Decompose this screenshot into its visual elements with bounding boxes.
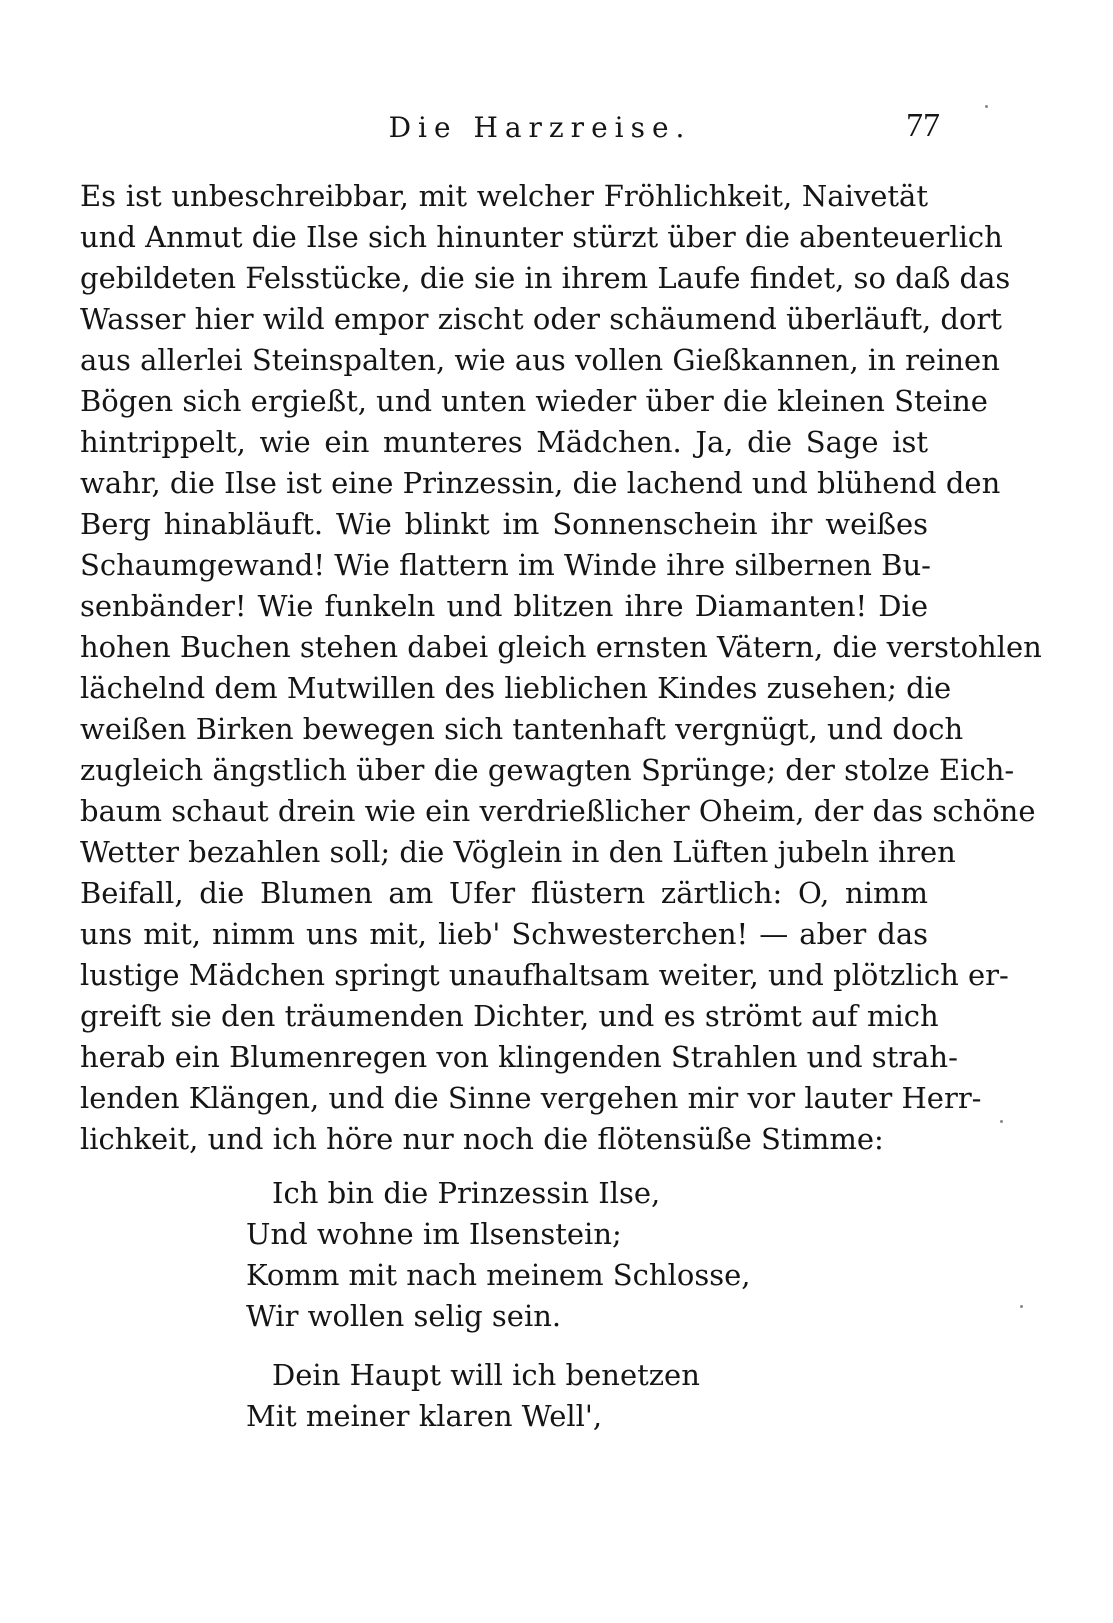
text-line: Schaumgewand! Wie flattern im Winde ihre silbernen Bu- (80, 548, 931, 582)
text-line: senbänder! Wie funkeln und blitzen ihre Diamanten! Die (80, 589, 928, 623)
text-line: greift sie den träumenden Dichter, und es strömt auf mich (80, 999, 939, 1033)
text-line: aus allerlei Steinspalten, wie aus vollen Gießkannen, in reinen (80, 343, 1000, 377)
prose-paragraph (80, 176, 1042, 1160)
text-line: Beifall, die Blumen am Ufer flüstern zärtlich: O, nimm (80, 876, 928, 910)
poem-verse: Dein Haupt will ich benetzen (272, 1358, 700, 1392)
text-line: Wetter bezahlen soll; die Vöglein in den Lüften jubeln ihren (80, 835, 956, 869)
text-line: Bögen sich ergießt, und unten wieder über die kleinen Steine (80, 384, 988, 418)
poem (246, 1173, 766, 1455)
text-line: hohen Buchen stehen dabei gleich ernsten Vätern, die verstohlen (80, 630, 1042, 664)
text-line: zugleich ängstlich über die gewagten Sprünge; der stolze Eich- (80, 753, 1015, 787)
running-head (90, 107, 940, 155)
text-line: lichkeit, und ich höre nur noch die flötensüße Stimme: (80, 1122, 884, 1156)
poem-verse: Wir wollen selig sein. (246, 1299, 562, 1333)
poem-verse: Komm mit nach meinem Schlosse, (246, 1258, 751, 1292)
running-title: Die Harzreise. (388, 111, 692, 144)
text-line: lenden Klängen, und die Sinne vergehen mir vor lauter Herr- (80, 1081, 982, 1115)
poem-stanza (246, 1355, 766, 1437)
text-line: Wasser hier wild empor zischt oder schäumend überläuft, dort (80, 302, 1002, 336)
text-line: wahr, die Ilse ist eine Prinzessin, die lachend und blühend den (80, 466, 1001, 500)
scan-speck (1020, 1305, 1023, 1308)
scan-speck (985, 105, 988, 108)
text-line: lächelnd dem Mutwillen des lieblichen Kindes zusehen; die (80, 671, 952, 705)
text-line: hintrippelt, wie ein munteres Mädchen. Ja, die Sage ist (80, 425, 928, 459)
text-line: weißen Birken bewegen sich tantenhaft vergnügt, und doch (80, 712, 964, 746)
text-line: herab ein Blumenregen von klingenden Strahlen und strah- (80, 1040, 958, 1074)
text-line: gebildeten Felsstücke, die sie in ihrem Laufe findet, so daß das (80, 261, 1011, 295)
poem-stanza (246, 1173, 766, 1337)
text-line: uns mit, nimm uns mit, lieb' Schwesterchen! — aber das (80, 917, 928, 951)
page-number: 77 (906, 107, 940, 144)
scan-speck (1000, 1120, 1003, 1123)
text-line: baum schaut drein wie ein verdrießlicher Oheim, der das schöne (80, 794, 1036, 828)
poem-verse: Mit meiner klaren Well', (246, 1399, 603, 1433)
text-line: lustige Mädchen springt unaufhaltsam weiter, und plötzlich er- (80, 958, 1009, 992)
poem-verse: Und wohne im Ilsenstein; (246, 1217, 622, 1251)
text-line: Es ist unbeschreibbar, mit welcher Fröhlichkeit, Naivetät (80, 179, 928, 213)
poem-verse: Ich bin die Prinzessin Ilse, (272, 1176, 661, 1210)
text-line: Berg hinabläuft. Wie blinkt im Sonnenschein ihr weißes (80, 507, 928, 541)
text-line: und Anmut die Ilse sich hinunter stürzt über die abenteuerlich (80, 220, 1003, 254)
